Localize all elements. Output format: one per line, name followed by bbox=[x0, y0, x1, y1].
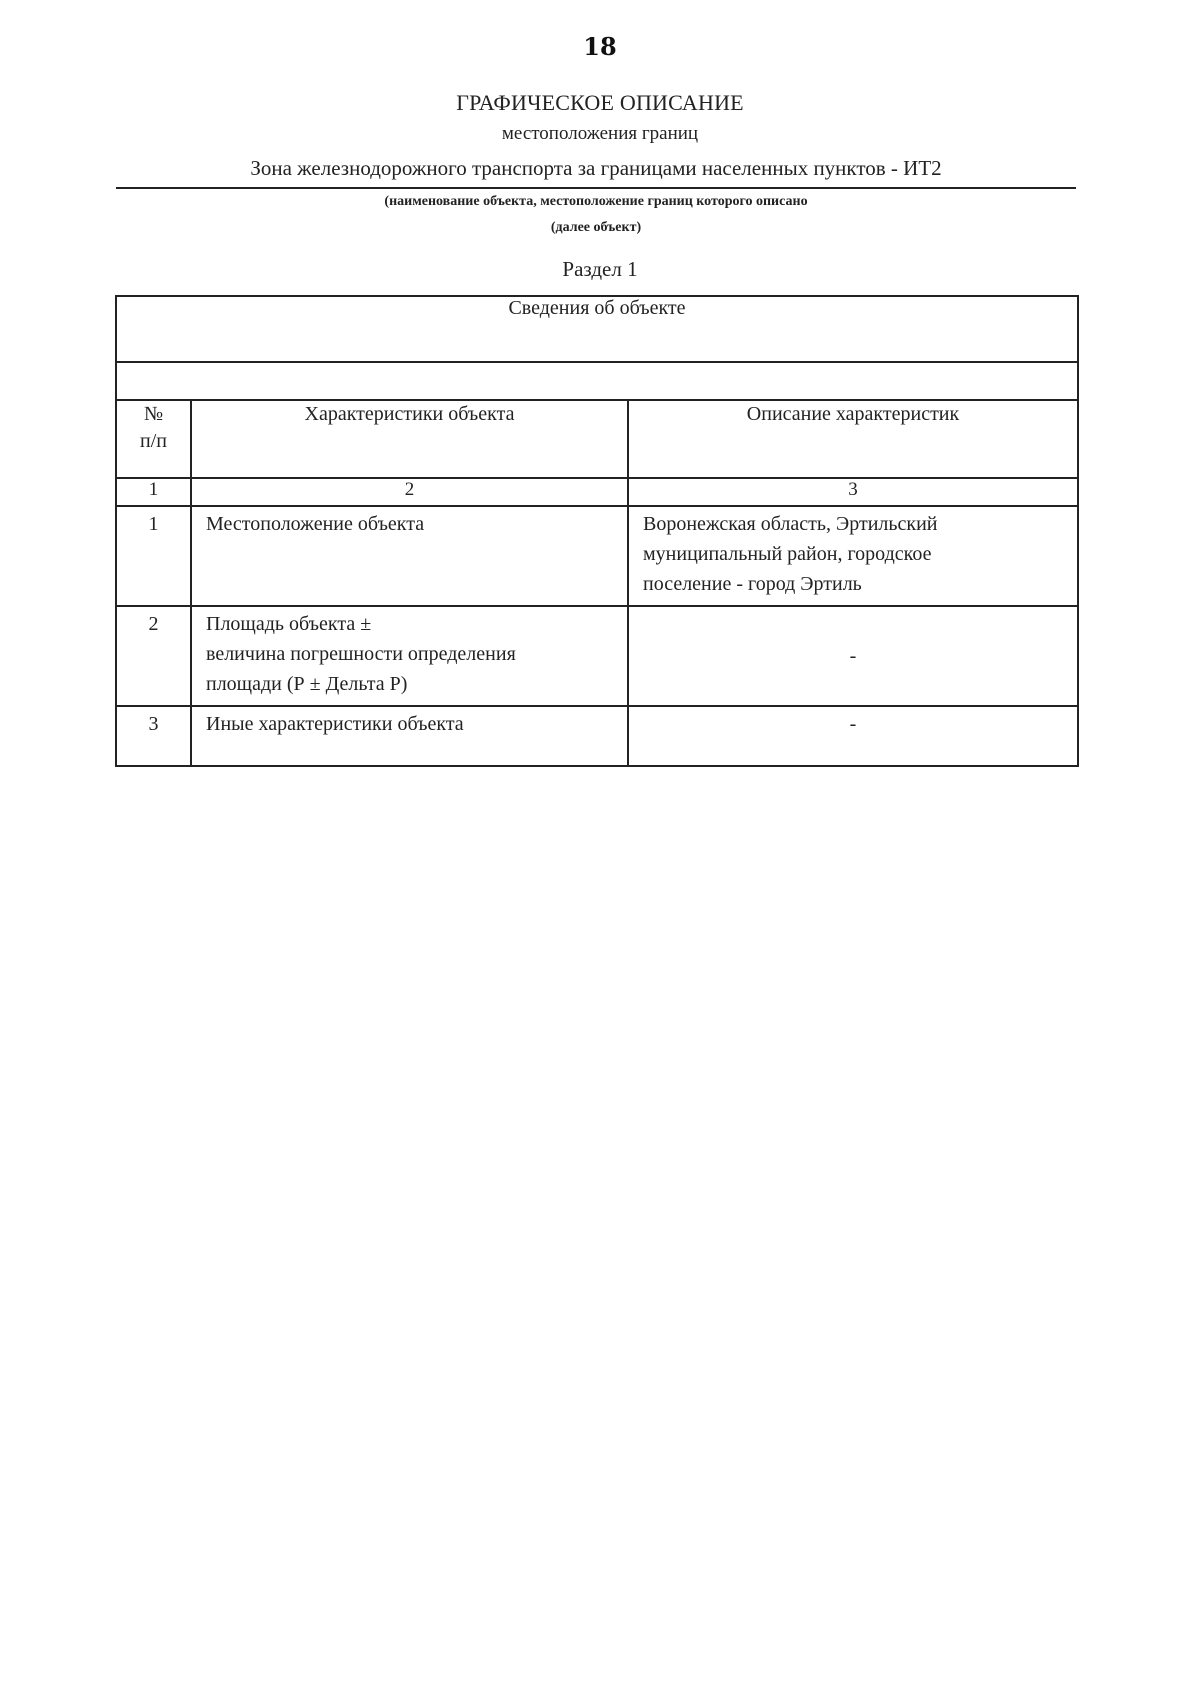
table-row bbox=[116, 606, 1078, 706]
index-cell: 1 bbox=[116, 478, 191, 506]
header-num-abbrev: п/п bbox=[140, 430, 167, 452]
row-characteristic bbox=[191, 706, 628, 766]
characteristic-line: площади (Р ± Дельта Р) bbox=[206, 673, 408, 695]
table-blank-row bbox=[116, 362, 1078, 400]
index-cell: 3 bbox=[628, 478, 1078, 506]
row-description: - bbox=[628, 706, 1078, 766]
table-title-row bbox=[116, 296, 1078, 362]
header-description: Описание характеристик bbox=[628, 400, 1078, 478]
characteristic-line: Площадь объекта ± bbox=[206, 613, 372, 635]
description-line: поселение - город Эртиль bbox=[643, 573, 862, 595]
object-info-table bbox=[115, 295, 1079, 767]
page-number: 18 bbox=[583, 32, 617, 61]
header-num-cell bbox=[116, 400, 191, 478]
table-header-row bbox=[116, 400, 1078, 478]
object-name-underline bbox=[116, 187, 1076, 189]
row-number: 2 bbox=[116, 606, 191, 706]
table-index-row bbox=[116, 478, 1078, 506]
object-name-caption: (наименование объекта, местоположение границ которого описано bbox=[384, 194, 808, 209]
document-subtitle: местоположения границ bbox=[501, 123, 699, 144]
document-title: ГРАФИЧЕСКОЕ ОПИСАНИЕ bbox=[456, 90, 744, 115]
row-description bbox=[628, 506, 1078, 606]
header-num-symbol: № bbox=[143, 403, 164, 425]
characteristic-line: Иные характеристики объекта bbox=[206, 713, 464, 735]
object-name-caption-continued: (далее объект) bbox=[550, 220, 642, 235]
object-name: Зона железнодорожного транспорта за границами населенных пунктов - ИТ2 bbox=[250, 156, 942, 180]
table-row bbox=[116, 506, 1078, 606]
row-description: - bbox=[628, 606, 1078, 706]
characteristic-line: Местоположение объекта bbox=[206, 513, 425, 535]
characteristic-line: величина погрешности определения bbox=[206, 643, 516, 665]
section-label: Раздел 1 bbox=[562, 257, 638, 281]
row-number: 3 bbox=[116, 706, 191, 766]
description-line: Воронежская область, Эртильский bbox=[643, 513, 938, 535]
header-characteristics: Характеристики объекта bbox=[191, 400, 628, 478]
description-line: муниципальный район, городское bbox=[643, 543, 932, 565]
row-characteristic bbox=[191, 606, 628, 706]
table-row bbox=[116, 706, 1078, 766]
row-number: 1 bbox=[116, 506, 191, 606]
index-cell: 2 bbox=[191, 478, 628, 506]
table-title: Сведения об объекте bbox=[116, 296, 1078, 362]
row-characteristic bbox=[191, 506, 628, 606]
blank-cell bbox=[116, 362, 1078, 400]
